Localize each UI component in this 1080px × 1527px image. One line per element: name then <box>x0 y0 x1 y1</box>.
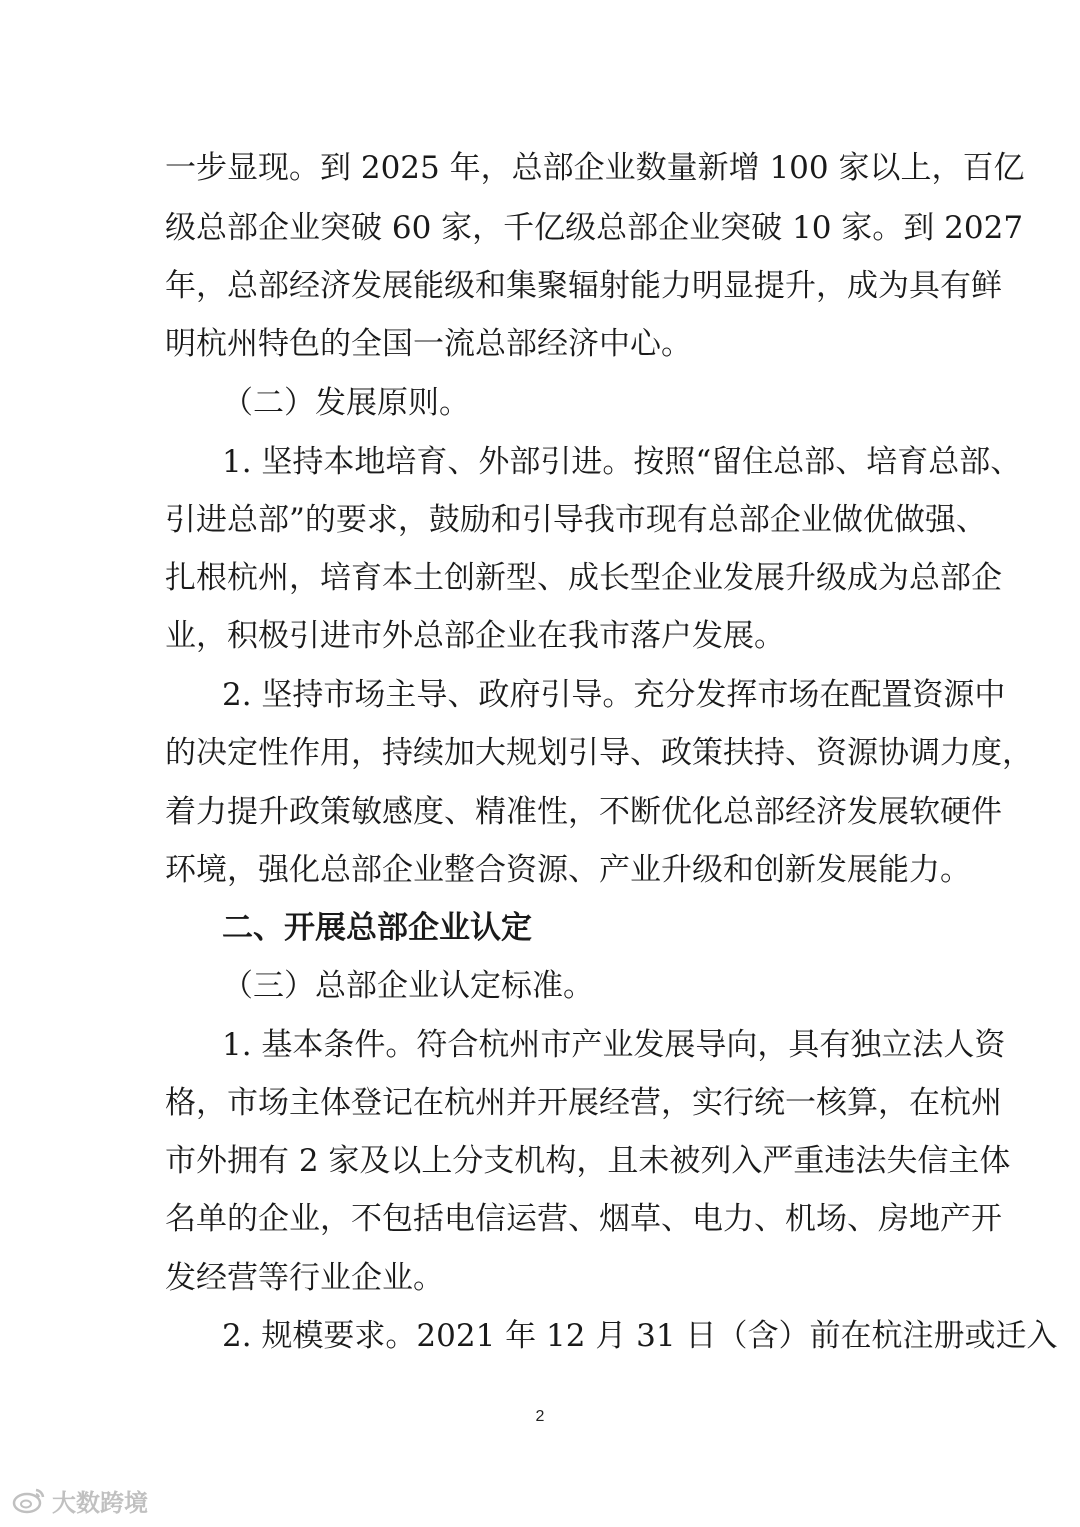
text-line: 一步显现。到 2025 年，总部企业数量新增 100 家以上，百亿 <box>165 150 1025 186</box>
text-line: 1. 基本条件。符合杭州市产业发展导向，具有独立法人资 <box>222 1027 1006 1063</box>
text-line: 2. 坚持市场主导、政府引导。充分发挥市场在配置资源中 <box>222 677 1006 713</box>
text-line: 扎根杭州，培育本土创新型、成长型企业发展升级成为总部企 <box>165 560 1002 596</box>
weibo-icon <box>12 1486 46 1514</box>
text-line: 明杭州特色的全国一流总部经济中心。 <box>165 326 692 362</box>
watermark-text: 大数跨境 <box>52 1488 148 1517</box>
text-line: 2. 规模要求。2021 年 12 月 31 日（含）前在杭注册或迁入 <box>222 1318 1058 1354</box>
watermark <box>12 1482 148 1518</box>
text-line: 名单的企业，不包括电信运营、烟草、电力、机场、房地产开 <box>165 1201 1002 1237</box>
text-line: 的决定性作用，持续加大规划引导、政策扶持、资源协调力度， <box>165 735 1033 771</box>
text-line: 1. 坚持本地培育、外部引进。按照“留住总部、培育总部、 <box>222 444 1022 480</box>
text-line: 环境，强化总部企业整合资源、产业升级和创新发展能力。 <box>165 852 971 888</box>
text-line: 格，市场主体登记在杭州并开展经营，实行统一核算，在杭州 <box>165 1085 1002 1121</box>
section-subheading: （三）总部企业认定标准。 <box>222 968 594 1004</box>
text-line: 业，积极引进市外总部企业在我市落户发展。 <box>165 618 785 654</box>
page-number: 2 <box>535 1408 545 1425</box>
text-line: 市外拥有 2 家及以上分支机构，且未被列入严重违法失信主体 <box>165 1143 1011 1179</box>
text-line: 引进总部”的要求，鼓励和引导我市现有总部企业做优做强、 <box>165 502 987 538</box>
text-line: 发经营等行业企业。 <box>165 1260 444 1296</box>
text-line: 级总部企业突破 60 家，千亿级总部企业突破 10 家。到 2027 <box>165 210 1024 246</box>
text-line: 年，总部经济发展能级和集聚辐射能力明显提升，成为具有鲜 <box>165 268 1002 304</box>
section-subheading: （二）发展原则。 <box>222 385 470 421</box>
text-line: 着力提升政策敏感度、精准性，不断优化总部经济发展软硬件 <box>165 794 1002 830</box>
section-heading: 二、开展总部企业认定 <box>222 910 532 946</box>
